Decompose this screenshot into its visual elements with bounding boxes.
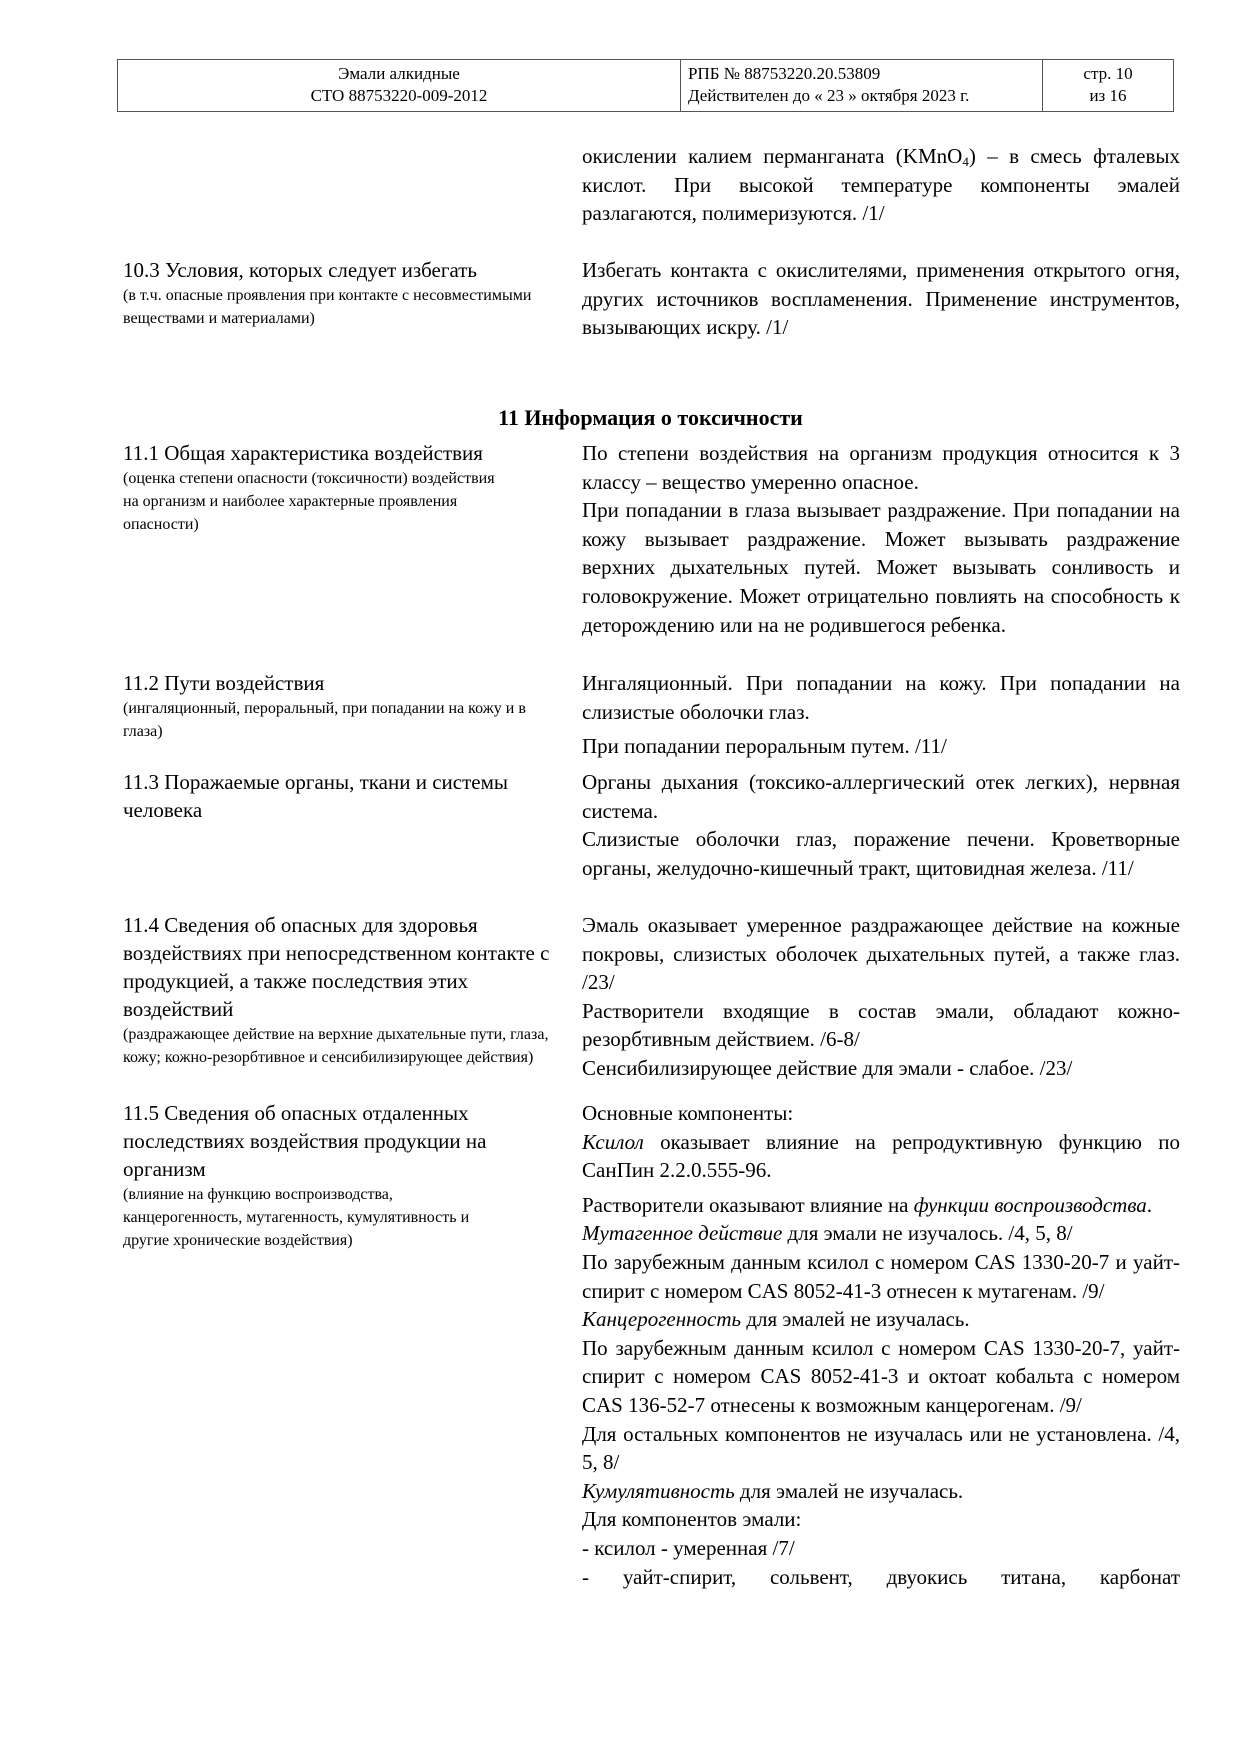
- header-page-cell: [1043, 60, 1173, 111]
- s11-5-text: Основные компоненты: Ксилол оказывает влияние на репродуктивную функцию по СанПин 2.2.0.555-96. Растворители оказывают влияние на функции воспроизводства. Мутагенное действие для эмали не изучалось. /4, 5, 8/ По зарубежным данным ксилол с номером CAS 1330-20-7 и уайт-спирит с номером CAS 8052-41-3 отнесен к мутагенам. /9/ Канцерогенность для эмалей не изучалась. По зарубежным данным ксилол с номером CAS 1330-20-7, уайт-спирит с номером CAS 8052-41-3 и октоат кобальта с номером CAS 136-52-7 отнесены к возможным канцерогенам. /9/ Для остальных компонентов не изучалась или не установлена. /4, 5, 8/ Кумулятивность для эмалей не изучалась. Для компонентов эмали: - ксилол - умеренная /7/ - уайт-спирит, сольвент, двуокись титана, карбонат: [582, 1101, 1180, 1589]
- continuation-text: окислении калием перманганата (KMnO$_4$) – в смесь фталевых кислот. При высокой температуре компоненты эмалей разлагаются, полимеризуются. /1/: [582, 144, 1180, 226]
- s11-3-text: Органы дыхания (токсико-аллергический отек легких), нервная система. Слизистые оболочки глаз, поражение печени. Кроветворные органы, желудочно-кишечный тракт, щитовидная железа. /11/: [582, 770, 1180, 880]
- s11-3-label: [123, 768, 523, 824]
- s10-3-title: 10.3 Условия, которых следует избегать: [123, 258, 477, 282]
- s11-4-text: Эмаль оказывает умеренное раздражающее действие на кожные покровы, слизистых оболочек дыхательных путей, а также глаз. /23/ Растворители входящие в состав эмали, обладают кожно-резорбтивным действием. /6-8/ Сенсибилизирующее действие для эмали - слабое. /23/: [582, 913, 1180, 1080]
- s10-3-label: [123, 256, 583, 330]
- s10-3-text: Избегать контакта с окислителями, применения открытого огня, других источников воспламенения. Применение инструментов, вызывающих искру. /1/: [582, 258, 1180, 340]
- s11-5-label: [123, 1099, 563, 1252]
- header-page-number: стр. 10: [1083, 64, 1133, 83]
- s11-1-subtitle: (оценка степени опасности (токсичности) воздействия на организм и наиболее характерные проявления опасности): [123, 470, 495, 533]
- s11-5-subtitle: (влияние на функцию воспроизводства, канцерогенность, мутагенность, кумулятивность и другие хронические воздействия): [123, 1186, 470, 1249]
- header-rpb-number: РПБ № 88753220.20.53809: [688, 64, 881, 83]
- s11-2-title: 11.2 Пути воздействия: [123, 671, 325, 695]
- s10-3-subtitle: (в т.ч. опасные проявления при контакте с несовместимыми веществами и материалами): [123, 287, 532, 327]
- s11-2-text: Ингаляционный. При попадании на кожу. При попадании на слизистые оболочки глаз. При попадании пероральным путем. /11/: [582, 671, 1180, 759]
- s11-2-subtitle: (ингаляционный, пероральный, при попадании на кожу и в глаза): [123, 700, 526, 740]
- header-product-cell: [118, 60, 681, 111]
- s11-2-label: [123, 669, 583, 743]
- s11-5-title: 11.5 Сведения об опасных отдаленных последствиях воздействия продукции на организм: [123, 1101, 487, 1181]
- s11-1-label: [123, 439, 583, 536]
- document-header-table: [117, 59, 1174, 112]
- header-valid-until: Действителен до « 23 » октября 2023 г.: [688, 86, 970, 105]
- header-product-name: Эмали алкидные: [338, 64, 460, 83]
- s11-1-text: По степени воздействия на организм продукция относится к 3 классу – вещество умеренно опасное. При попадании в глаза вызывает раздражение. При попадании на кожу вызывает раздражение. Может вызывать раздражение верхних дыхательных путей. Может вызывать сонливость и головокружение. Может отрицательно повлиять на способность к деторождению или на не родившегося ребенка.: [582, 441, 1180, 637]
- header-registration-cell: [681, 60, 1043, 111]
- s11-1-title: 11.1 Общая характеристика воздействия: [123, 441, 483, 465]
- s11-3-title: 11.3 Поражаемые органы, ткани и системы человека: [123, 770, 508, 822]
- header-standard: СТО 88753220-009-2012: [310, 86, 488, 105]
- s11-4-title: 11.4 Сведения об опасных для здоровья воздействиях при непосредственном контакте с продукцией, а также последствия этих воздействий: [123, 913, 550, 1021]
- section-11-title: 11 Информация о токсичности: [498, 405, 803, 430]
- s11-4-subtitle: (раздражающее действие на верхние дыхательные пути, глаза, кожу; кожно-резорбтивное и сенсибилизирующее действия): [123, 1026, 549, 1066]
- header-page-total: из 16: [1089, 86, 1127, 105]
- s11-4-label: [123, 911, 563, 1069]
